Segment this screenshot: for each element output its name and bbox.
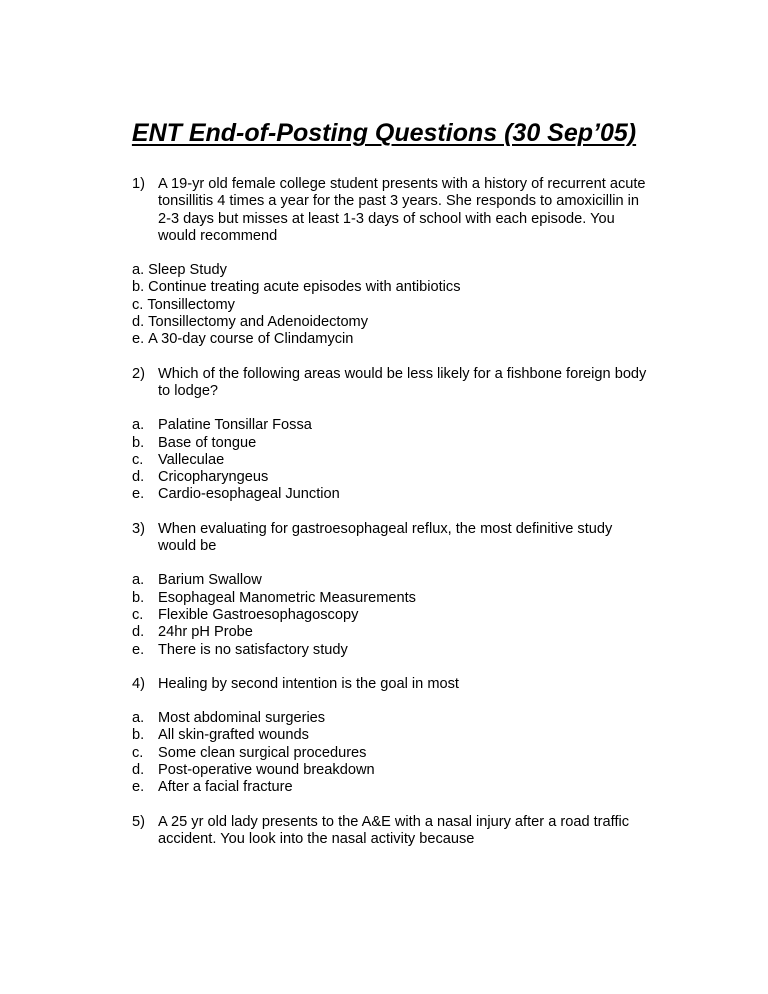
option-text: Palatine Tonsillar Fossa xyxy=(158,417,312,434)
question-2 xyxy=(132,366,652,401)
option-e xyxy=(132,486,652,503)
question-text: A 25 yr old lady presents to the A&E with a nasal injury after a road traffic accident. You look into the nasal activity because xyxy=(158,813,630,847)
option-letter: d. xyxy=(132,314,145,331)
question-number: 3) xyxy=(132,520,145,537)
question-list xyxy=(132,176,652,865)
option-letter: c. xyxy=(132,451,144,468)
option-a xyxy=(132,417,652,434)
option-d xyxy=(132,314,652,331)
option-c xyxy=(132,297,652,314)
option-d xyxy=(132,762,652,779)
option-text: Tonsillectomy and Adenoidectomy xyxy=(148,314,369,331)
option-text: A 30-day course of Clindamycin xyxy=(148,331,354,348)
option-c xyxy=(132,607,652,624)
option-letter: b. xyxy=(132,589,145,606)
question-1-options xyxy=(132,262,652,348)
option-text: 24hr pH Probe xyxy=(158,624,253,641)
option-letter: d. xyxy=(132,624,145,641)
option-letter: a. xyxy=(132,262,145,279)
option-d xyxy=(132,624,652,641)
option-text: Barium Swallow xyxy=(158,572,262,589)
option-b xyxy=(132,435,652,452)
option-text: Flexible Gastroesophagoscopy xyxy=(158,606,359,623)
option-b xyxy=(132,727,652,744)
option-a xyxy=(132,572,652,589)
option-b xyxy=(132,279,652,296)
question-text: A 19-yr old female college student presents with a history of recurrent acute tonsillitis 4 times a year for the past 3 years. She responds to amoxicillin in 2-3 days but misses at least 1-3 days of school with each episode. You would recommend xyxy=(158,176,646,244)
option-letter: e. xyxy=(132,779,145,796)
option-letter: c. xyxy=(132,296,144,313)
question-1 xyxy=(132,176,652,245)
question-4-options xyxy=(132,710,652,796)
option-text: Esophageal Manometric Measurements xyxy=(158,589,416,606)
option-text: Tonsillectomy xyxy=(147,296,235,313)
option-letter: c. xyxy=(132,744,144,761)
option-text: Post-operative wound breakdown xyxy=(158,762,375,779)
option-text: Base of tongue xyxy=(158,434,257,451)
page-title: ENT End-of-Posting Questions (30 Sep’05) xyxy=(131,119,637,147)
question-text: When evaluating for gastroesophageal reflux, the most definitive study would be xyxy=(158,520,613,555)
question-4 xyxy=(132,676,652,693)
question-number: 5) xyxy=(132,813,145,830)
option-letter: c. xyxy=(132,606,144,623)
option-text: All skin-grafted wounds xyxy=(158,727,309,744)
option-letter: b. xyxy=(132,434,145,451)
option-e xyxy=(132,642,652,659)
option-text: Cricopharyngeus xyxy=(158,469,269,486)
question-3 xyxy=(132,521,652,556)
option-letter: a. xyxy=(132,572,145,589)
option-d xyxy=(132,469,652,486)
option-letter: b. xyxy=(132,279,145,296)
option-letter: a. xyxy=(132,417,145,434)
option-a xyxy=(132,262,652,279)
option-text: Valleculae xyxy=(158,451,225,468)
option-text: There is no satisfactory study xyxy=(158,641,348,658)
question-5 xyxy=(132,814,652,849)
option-letter: e. xyxy=(132,486,145,503)
option-e xyxy=(132,331,652,348)
option-text: Cardio-esophageal Junction xyxy=(158,486,340,503)
option-text: Sleep Study xyxy=(148,262,227,279)
option-b xyxy=(132,590,652,607)
question-number: 4) xyxy=(132,675,145,692)
question-text: Healing by second intention is the goal in most xyxy=(158,675,459,692)
question-number: 2) xyxy=(132,365,145,382)
option-text: Some clean surgical procedures xyxy=(158,744,367,761)
option-text: After a facial fracture xyxy=(158,779,293,796)
option-letter: a. xyxy=(132,710,145,727)
question-number: 1) xyxy=(132,176,145,192)
option-letter: d. xyxy=(132,469,145,486)
option-letter: e. xyxy=(132,331,145,348)
option-c xyxy=(132,745,652,762)
option-text: Most abdominal surgeries xyxy=(158,710,326,727)
option-letter: e. xyxy=(132,641,145,658)
option-e xyxy=(132,779,652,796)
option-text: Continue treating acute episodes with antibiotics xyxy=(148,279,461,296)
option-letter: d. xyxy=(132,762,145,779)
option-a xyxy=(132,710,652,727)
option-c xyxy=(132,452,652,469)
question-3-options xyxy=(132,572,652,658)
question-text: Which of the following areas would be less likely for a fishbone foreign body to lodge? xyxy=(158,365,647,399)
option-letter: b. xyxy=(132,727,145,744)
question-2-options xyxy=(132,417,652,503)
